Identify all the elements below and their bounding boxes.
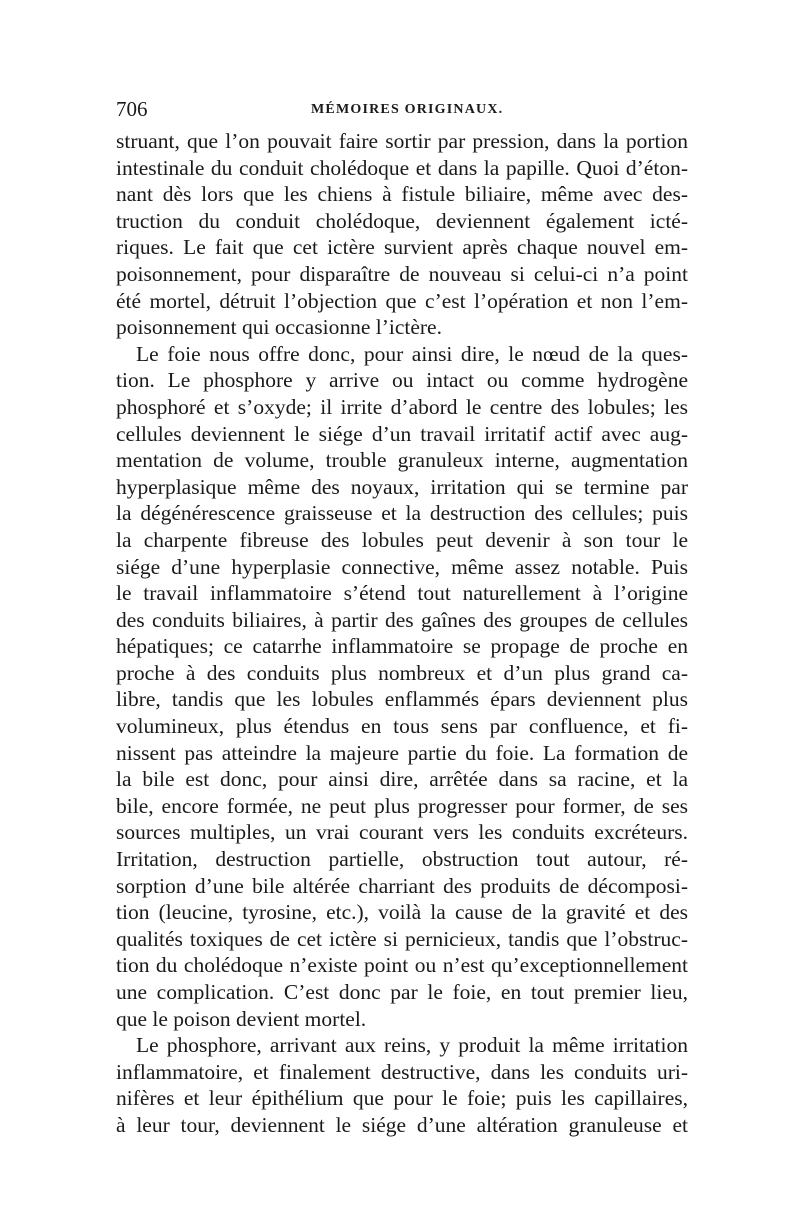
- text-line: volumineux, plus étendus en tous sens par confluence, et fi-: [116, 714, 688, 739]
- text-line: le travail inflammatoire s’étend tout naturellement à l’origine: [116, 581, 688, 606]
- text-line: struant, que l’on pouvait faire sortir par pression, dans la portion: [116, 129, 688, 153]
- text-line: tion (leucine, tyrosine, etc.), voilà la cause de la gravité et des: [116, 900, 688, 925]
- running-title: MÉMOIRES ORIGINAUX.: [311, 102, 504, 117]
- text-line: cellules deviennent le siége d’un travail irritatif actif avec aug-: [116, 421, 688, 446]
- text-line: été mortel, détruit l’objection que c’est l’opération et non l’em-: [116, 288, 688, 313]
- text-line: Le phosphore, arrivant aux reins, y produit la même irritation: [136, 1033, 688, 1058]
- text-line: qualités toxiques de cet ictère si pernicieux, tandis que l’obstruc-: [116, 926, 688, 951]
- body-text: [116, 128, 688, 1139]
- text-line: siége d’une hyperplasie connective, même assez notable. Puis: [116, 554, 688, 579]
- text-line: des conduits biliaires, à partir des gaînes des groupes de cellules: [116, 607, 688, 632]
- text-line: sources multiples, un vrai courant vers les conduits excréteurs.: [116, 820, 688, 845]
- text-line: phosphoré et s’oxyde; il irrite d’abord le centre des lobules; les: [116, 394, 688, 419]
- text-line: poisonnement qui occasionne l’ictère.: [116, 315, 442, 340]
- text-line: tion du cholédoque n’existe point ou n’est qu’exceptionnellement: [116, 953, 688, 978]
- text-line: la dégénérescence graisseuse et la destruction des cellules; puis: [116, 501, 688, 526]
- text-line: à leur tour, deviennent le siége d’une altération granuleuse et: [116, 1112, 688, 1137]
- text-line: tion. Le phosphore y arrive ou intact ou comme hydrogène: [116, 368, 688, 393]
- running-head: [116, 96, 688, 122]
- text-line: hyperplasique même des noyaux, irritation qui se termine par: [116, 474, 688, 499]
- text-line: inflammatoire, et finalement destructive, dans les conduits uri-: [116, 1059, 688, 1084]
- text-line: proche à des conduits plus nombreux et d’un plus grand ca-: [116, 660, 688, 685]
- text-line: nant dès lors que les chiens à fistule biliaire, même avec des-: [116, 182, 688, 207]
- text-line: bile, encore formée, ne peut plus progresser pour former, de ses: [116, 793, 688, 818]
- text-line: Irritation, destruction partielle, obstruction tout autour, ré-: [116, 847, 688, 872]
- text-line: riques. Le fait que cet ictère survient après chaque nouvel em-: [116, 235, 688, 260]
- text-line: la bile est donc, pour ainsi dire, arrêtée dans sa racine, et la: [116, 767, 688, 792]
- text-line: hépatiques; ce catarrhe inflammatoire se propage de proche en: [116, 634, 688, 659]
- text-line: poisonnement, pour disparaître de nouveau si celui-ci n’a point: [116, 261, 688, 286]
- text-line: nifères et leur épithélium que pour le foie; puis les capillaires,: [116, 1086, 688, 1111]
- text-line: que le poison devient mortel.: [116, 1006, 367, 1031]
- text-line: libre, tandis que les lobules enflammés épars deviennent plus: [116, 687, 688, 712]
- text-line: la charpente fibreuse des lobules peut devenir à son tour le: [116, 527, 688, 552]
- text-line: mentation de volume, trouble granuleux interne, augmentation: [116, 448, 688, 473]
- text-line: nissent pas atteindre la majeure partie du foie. La formation de: [116, 740, 688, 765]
- text-line: Le foie nous offre donc, pour ainsi dire, le nœud de la ques-: [136, 341, 688, 366]
- text-line: sorption d’une bile altérée charriant des produits de décomposi-: [116, 873, 688, 898]
- text-line: truction du conduit cholédoque, deviennent également icté-: [116, 208, 688, 233]
- page-number: 706: [116, 97, 148, 121]
- text-line: intestinale du conduit cholédoque et dans la papille. Quoi d’éton-: [116, 155, 688, 180]
- text-line: une complication. C’est donc par le foie, en tout premier lieu,: [116, 980, 688, 1004]
